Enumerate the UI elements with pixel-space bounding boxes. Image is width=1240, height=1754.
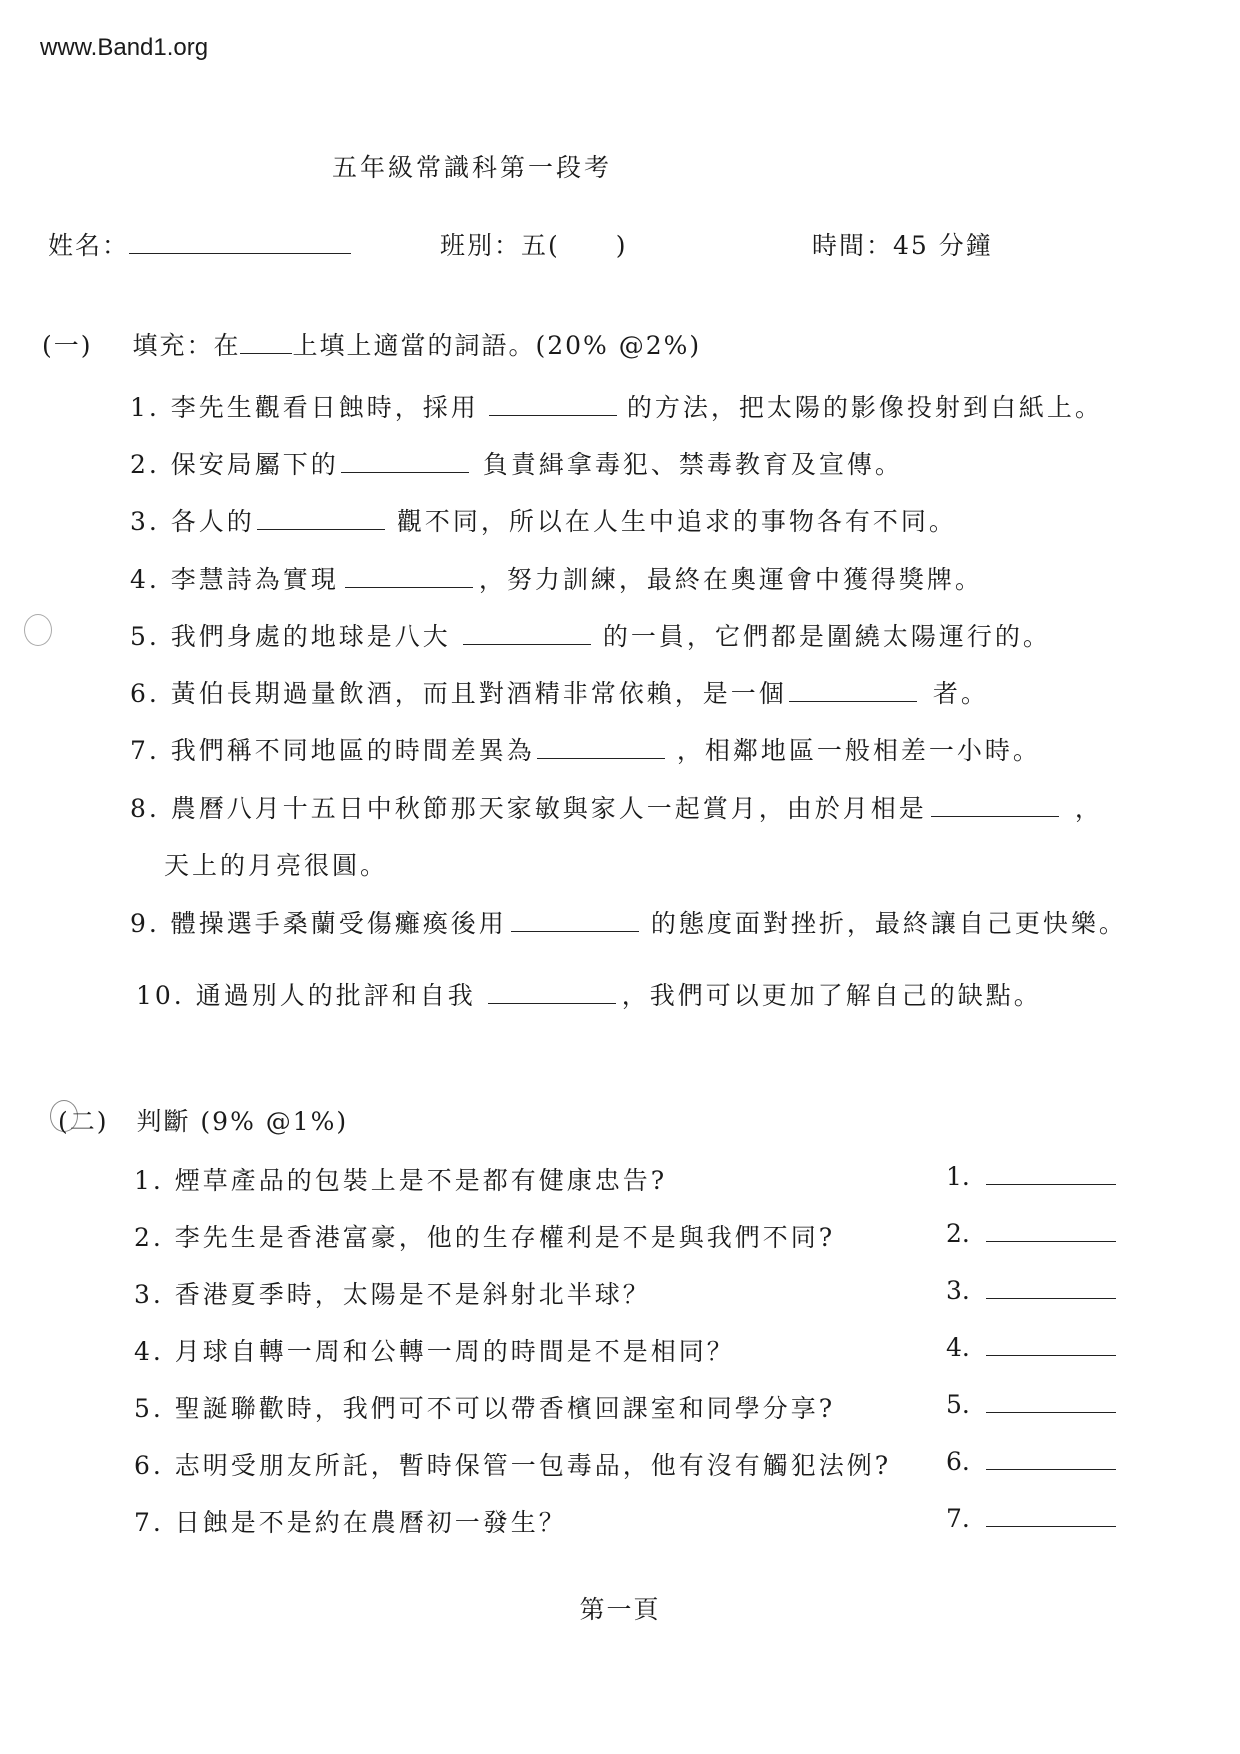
- section1-heading: [42, 326, 701, 362]
- fill-question-6: [130, 674, 989, 710]
- question-text: 4. 李慧詩為實現: [130, 565, 339, 594]
- question-text: 5. 我們身處的地球是八大: [130, 622, 451, 651]
- judge-answer-5: [946, 1387, 1116, 1419]
- answer-blank[interactable]: [341, 447, 469, 473]
- question-text: ，: [1074, 794, 1103, 823]
- answer-blank[interactable]: [986, 1501, 1116, 1527]
- question-text: 7. 我們稱不同地區的時間差異為: [130, 736, 535, 765]
- section1-title-after: 上填上適當的詞語。(20% @2%): [292, 331, 702, 360]
- question-text: 2. 保安局屬下的: [130, 450, 339, 479]
- fill-question-3: [130, 502, 957, 538]
- answer-number: 3.: [946, 1276, 970, 1305]
- answer-number: 1.: [946, 1162, 970, 1191]
- question-text: 的方法，把太陽的影像投射到白紙上。: [626, 393, 1103, 422]
- fill-question-2: [130, 445, 903, 481]
- class-close: ): [615, 231, 628, 260]
- answer-blank[interactable]: [489, 390, 617, 416]
- answer-blank[interactable]: [789, 676, 917, 702]
- section1-title-before: 填充：在: [132, 331, 241, 360]
- fill-question-1: [130, 388, 1103, 424]
- question-text: 1. 李先生觀看日蝕時，採用: [130, 393, 479, 422]
- answer-blank[interactable]: [463, 619, 591, 645]
- fill-question-4: [130, 560, 983, 596]
- judge-answer-2: [946, 1216, 1116, 1248]
- question-text: 10. 通過別人的批評和自我: [136, 981, 476, 1010]
- judge-answer-6: [946, 1444, 1116, 1476]
- answer-blank[interactable]: [488, 978, 616, 1004]
- judge-question-4: 4. 月球自轉一周和公轉一周的時間是不是相同？: [134, 1337, 735, 1366]
- question-text: 8. 農曆八月十五日中秋節那天家敏與家人一起賞月，由於月相是: [130, 794, 927, 823]
- judge-question-3: 3. 香港夏季時，太陽是不是斜射北半球？: [134, 1280, 651, 1309]
- name-field: [48, 226, 351, 262]
- answer-blank[interactable]: [986, 1216, 1116, 1242]
- class-label: 班別：五(: [440, 231, 560, 260]
- answer-blank[interactable]: [986, 1444, 1116, 1470]
- time-label: 時間：45 分鐘: [812, 231, 993, 260]
- section2-heading: [58, 1102, 348, 1138]
- answer-blank[interactable]: [537, 733, 665, 759]
- question-text: ，努力訓練，最終在奧運會中獲得獎牌。: [478, 565, 983, 594]
- section1-title-blank: [240, 328, 292, 354]
- name-label: 姓名：: [48, 231, 130, 260]
- section1-number: (一): [42, 331, 93, 360]
- judge-answer-3: [946, 1273, 1116, 1305]
- name-blank[interactable]: [129, 228, 351, 254]
- question-text: 觀不同，所以在人生中追求的事物各有不同。: [396, 507, 957, 536]
- judge-answer-4: [946, 1330, 1116, 1362]
- fill-question-5: [130, 617, 1051, 653]
- answer-blank[interactable]: [986, 1273, 1116, 1299]
- judge-question-2: 2. 李先生是香港富豪，他的生存權利是不是與我們不同?: [134, 1223, 836, 1252]
- question-text: 者。: [932, 679, 989, 708]
- judge-question-1: 1. 煙草產品的包裝上是不是都有健康忠告?: [134, 1166, 668, 1195]
- judge-answer-7: [946, 1501, 1116, 1533]
- question-text: ，相鄰地區一般相差一小時。: [676, 736, 1041, 765]
- judge-question-7: 7. 日蝕是不是約在農曆初一發生？: [134, 1508, 567, 1537]
- section2-title: 判斷 (9% @1%): [136, 1107, 349, 1136]
- answer-blank[interactable]: [345, 562, 473, 588]
- answer-blank[interactable]: [931, 791, 1059, 817]
- answer-blank[interactable]: [986, 1159, 1116, 1185]
- answer-number: 7.: [946, 1504, 970, 1533]
- answer-number: 4.: [946, 1333, 970, 1362]
- judge-question-5: 5. 聖誕聯歡時，我們可不可以帶香檳回課室和同學分享?: [134, 1394, 836, 1423]
- watermark: www.Band1.org: [40, 34, 209, 61]
- hole-punch-mark: [24, 614, 52, 646]
- fill-question-7: [130, 731, 1041, 767]
- class-field: [440, 226, 628, 262]
- question-text: 6. 黃伯長期過量飲酒，而且對酒精非常依賴，是一個: [130, 679, 787, 708]
- answer-blank[interactable]: [986, 1387, 1116, 1413]
- answer-number: 5.: [946, 1390, 970, 1419]
- question-text: 9. 體操選手桑蘭受傷癱瘓後用: [130, 909, 507, 938]
- fill-question-8: [130, 789, 1103, 825]
- answer-number: 2.: [946, 1219, 970, 1248]
- judge-answer-1: [946, 1159, 1116, 1191]
- section2-number: (二): [58, 1107, 109, 1136]
- fill-question-9: [130, 904, 1127, 940]
- question-text: 3. 各人的: [130, 507, 255, 536]
- question-text: 負責緝拿毒犯、禁毒教育及宣傳。: [482, 450, 903, 479]
- fill-question-10: [136, 976, 1042, 1012]
- answer-blank[interactable]: [511, 906, 639, 932]
- page-number: 第一頁: [579, 1595, 661, 1624]
- question-text: ，我們可以更加了解自己的缺點。: [621, 981, 1042, 1010]
- fill-question-8-continuation: 天上的月亮很圓。: [164, 851, 389, 880]
- question-text: 的態度面對挫折，最終讓自己更快樂。: [650, 909, 1127, 938]
- answer-blank[interactable]: [257, 504, 385, 530]
- question-text: 的一員，它們都是圍繞太陽運行的。: [602, 622, 1051, 651]
- answer-blank[interactable]: [986, 1330, 1116, 1356]
- judge-question-6: 6. 志明受朋友所託，暫時保管一包毒品，他有沒有觸犯法例?: [134, 1451, 892, 1480]
- exam-title: 五年級常識科第一段考: [332, 153, 613, 182]
- answer-number: 6.: [946, 1447, 970, 1476]
